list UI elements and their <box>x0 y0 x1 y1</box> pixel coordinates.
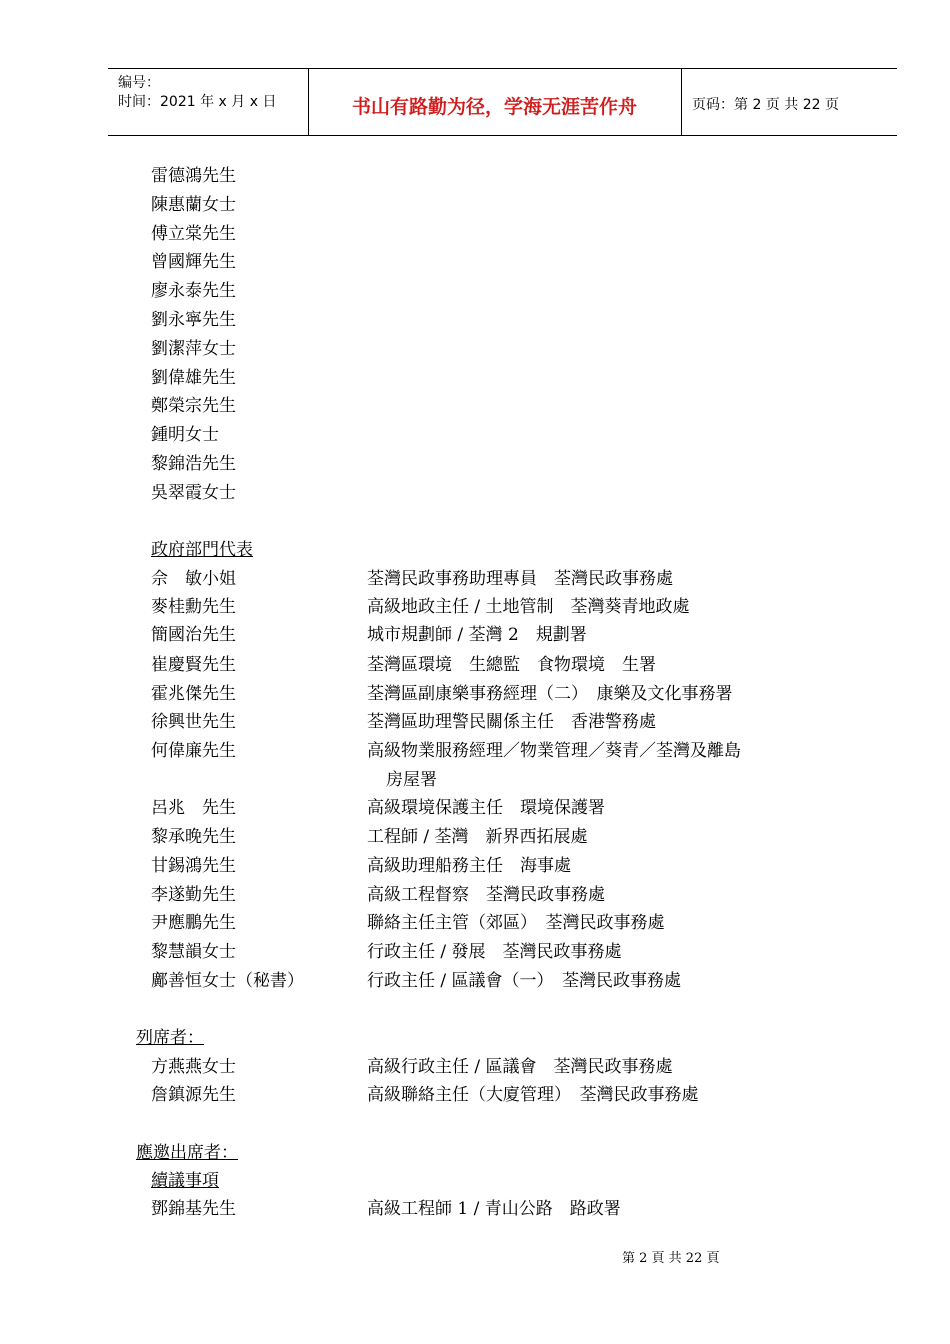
member-name: 雷德鴻先生 <box>151 166 236 186</box>
gov-rep-title: 高級物業服務經理／物業管理／葵青／荃灣及離島 <box>367 741 741 761</box>
gov-rep-title: 荃灣區環境 生總監 食物環境 生署 <box>367 655 656 675</box>
gov-rep-title: 荃灣民政事務助理專員 荃灣民政事務處 <box>367 569 673 589</box>
gov-rep-name: 徐興世先生 <box>151 712 236 732</box>
member-name: 陳惠蘭女士 <box>151 195 236 215</box>
member-name: 傅立棠先生 <box>151 224 236 244</box>
gov-rep-name: 麥桂勳先生 <box>151 597 236 617</box>
gov-rep-title: 行政主任 / 區議會（一） 荃灣民政事務處 <box>367 971 682 991</box>
member-name: 廖永泰先生 <box>151 281 236 301</box>
member-name: 黎錦浩先生 <box>151 454 236 474</box>
attendee-name: 詹鎮源先生 <box>151 1085 236 1105</box>
invitee-title: 高級工程師 1 / 青山公路 路政署 <box>367 1199 621 1219</box>
number-label: 编号： <box>118 75 160 91</box>
page-header <box>108 68 897 136</box>
gov-rep-title-continued: 房屋署 <box>386 770 437 790</box>
member-name: 鍾明女士 <box>151 425 219 445</box>
gov-rep-name: 簡國治先生 <box>151 625 236 645</box>
gov-rep-name: 霍兆傑先生 <box>151 684 236 704</box>
gov-rep-name: 佘 敏小姐 <box>151 569 236 589</box>
page-number-label: 页码：第 2 页 共 22 页 <box>692 97 839 113</box>
gov-rep-name: 何偉廉先生 <box>151 741 236 761</box>
member-name: 曾國輝先生 <box>151 252 236 272</box>
gov-rep-name: 黎承晚先生 <box>151 827 236 847</box>
gov-rep-name: 黎慧韻女士 <box>151 942 236 962</box>
header-left-cell <box>108 69 309 135</box>
gov-rep-title: 聯絡主任主管（郊區） 荃灣民政事務處 <box>367 913 665 933</box>
member-name: 鄭榮宗先生 <box>151 396 236 416</box>
attendee-name: 方燕燕女士 <box>151 1057 236 1077</box>
gov-rep-title: 城市規劃師 / 荃灣 2 規劃署 <box>367 625 587 645</box>
time-label: 时间：2021 年 x 月 x 日 <box>118 94 277 110</box>
gov-rep-name: 呂兆 先生 <box>151 798 236 818</box>
member-name: 劉潔萍女士 <box>151 339 236 359</box>
gov-rep-name: 甘錫鴻先生 <box>151 856 236 876</box>
attend-heading: 列席者： <box>136 1028 204 1048</box>
gov-rep-title: 行政主任 / 發展 荃灣民政事務處 <box>367 942 622 962</box>
gov-rep-title: 高級地政主任 / 土地管制 荃灣葵青地政處 <box>367 597 690 617</box>
attendee-title: 高級聯絡主任（大廈管理） 荃灣民政事務處 <box>367 1085 699 1105</box>
gov-rep-title: 荃灣區副康樂事務經理（二） 康樂及文化事務署 <box>367 684 733 704</box>
invited-heading: 應邀出席者： <box>136 1143 238 1163</box>
gov-heading: 政府部門代表 <box>151 540 253 560</box>
header-motto-cell <box>308 69 682 135</box>
gov-rep-name: 尹應鵬先生 <box>151 913 236 933</box>
gov-rep-name: 崔慶賢先生 <box>151 655 236 675</box>
header-page-cell <box>682 69 897 135</box>
gov-rep-title: 工程師 / 荃灣 新界西拓展處 <box>367 827 588 847</box>
invitee-name: 鄧錦基先生 <box>151 1199 236 1219</box>
gov-rep-title: 高級環境保護主任 環境保護署 <box>367 798 605 818</box>
invited-subheading: 續議事項 <box>151 1171 219 1191</box>
gov-rep-title: 高級工程督察 荃灣民政事務處 <box>367 885 605 905</box>
member-name: 劉偉雄先生 <box>151 368 236 388</box>
gov-rep-name: 李遂勤先生 <box>151 885 236 905</box>
page-footer: 第 2 頁 共 22 頁 <box>622 1251 720 1266</box>
gov-rep-title: 高級助理船務主任 海事處 <box>367 856 571 876</box>
attendee-title: 高級行政主任 / 區議會 荃灣民政事務處 <box>367 1057 673 1077</box>
gov-rep-title: 荃灣區助理警民關係主任 香港警務處 <box>367 712 656 732</box>
member-name: 劉永寧先生 <box>151 310 236 330</box>
gov-rep-name: 鄺善恒女士（秘書） <box>151 971 304 991</box>
member-name: 吳翠霞女士 <box>151 483 236 503</box>
motto: 书山有路勤为径，学海无涯苦作舟 <box>351 96 637 118</box>
